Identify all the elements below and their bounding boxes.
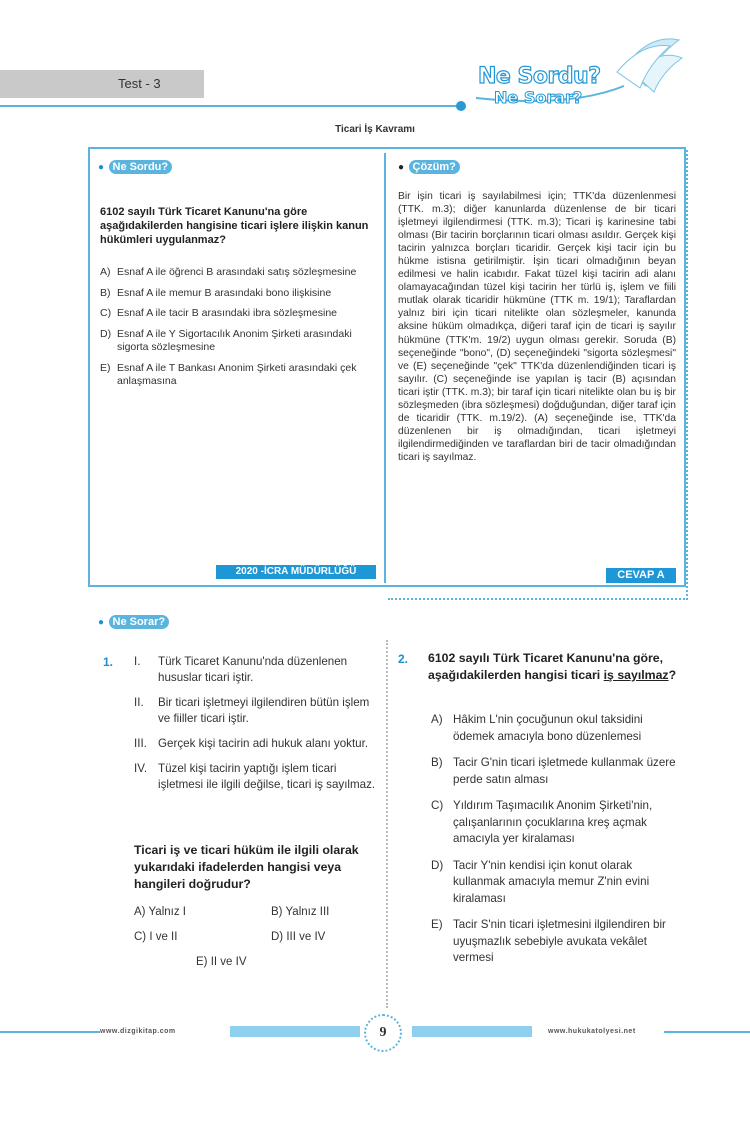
option-letter: E)	[100, 361, 111, 374]
header-rule	[0, 105, 462, 107]
option-d	[100, 328, 380, 355]
page-number: 9	[364, 1014, 402, 1052]
option-text: Tacir G'nin ticari işletmede kullanmak üzere perde satın alması	[453, 756, 676, 786]
bullet-icon: ●	[398, 162, 405, 173]
q2-options	[431, 712, 677, 977]
footer-right-url: www.hukukatolyesi.net	[548, 1028, 636, 1035]
option-letter: E)	[431, 918, 443, 931]
option-b	[100, 287, 380, 301]
option-text: Yıldırım Taşımacılık Anonim Şirketi'nin, çalışanlarının çocuklarına kreş açmak amacıyla yer kiralaması	[453, 799, 653, 845]
test-label-tab	[0, 70, 204, 98]
option-e	[100, 362, 380, 389]
option-text: Tacir Y'nin kendisi için konut olarak kullanmak amacıyla memur Z'nin evini kiralaması	[453, 858, 650, 905]
q1-choice-c: C) I ve II	[134, 931, 178, 943]
logo-line1: Ne Sordu?	[478, 64, 601, 89]
solution-text: Bir işin ticari iş sayılabilmesi için; TTK'da düzenlenmesi (TTK. m.3); diğer kanunlarda düzenlense de bir ticari işletmeyi ilgilendirmesi (TTK. m.3); Ticari iş karinesine tabi olması (Bir tacirin borçlarının ticari olması asıldır. Gerçek kişi tacirin yalnızca borçları ticaridir. Gerçek kişi tacir için bu hükme istisna getirilmiştir. İşin ticari olmadığının beyan edilmesi ve halin icabıdır. Fakat tüzel kişi tacirin adi alanı olamayacağından tüzel kişi tacirin her türlü iş, işlem ve fiili mutlak olarak ticaridir hükmüne (TTK m. 19/1); Taraflardan yalnız biri için ticari nitelikte olan sözleşmeler, kanunda aksine hüküm olmadıkça, diğeri taraf için de ticari iş sayılır hükmüne (TTK'm. 19/2) uygun olması gerekir. Soruda (B) seçeneğinde "bono", (D) seçeneğindeki "sigorta sözleşmesi" ve (E) seçeneğinde "çek" TTK'da düzenlendiğinden ticari iş sayılır. (C) seçeneğinde ise yapılan iş tacir (B) açısından ticari iştir (TTK. m.3); bir taraf için ticari nitelikte olan bu iş bir sözleşmeden (ibra sözleşmesi) doğduğundan, diğer taraf için de ticaridir (TTK. m.19/2). (A) seçeneğinde ise, TTK'da düzenlenen bir iş olmadığından, ticari işletmeyi ilgilendirmediğinden ve taraflardan biri de tacir olmadığından ticari iş sayılmaz.	[398, 191, 676, 463]
ne-sordu-options	[100, 266, 380, 396]
q1-choice-d: D) III ve IV	[271, 931, 326, 943]
ne-sorar-tag: Ne Sorar?	[109, 615, 170, 629]
header-dot	[456, 101, 466, 111]
answer-badge: CEVAP A	[606, 568, 676, 583]
section-title: Ticari İş Kavramı	[335, 124, 415, 135]
footer-bar-right	[412, 1026, 532, 1037]
option-c	[100, 307, 380, 321]
q1-choice-a: A) Yalnız I	[134, 906, 186, 918]
statement-text: Gerçek kişi tacirin adi hukuk alanı yoktur.	[158, 737, 369, 750]
q1-choice-e: E) II ve IV	[196, 956, 247, 968]
option-letter: D)	[431, 858, 444, 872]
dotted-border-right	[686, 150, 688, 600]
statement-iii	[134, 736, 378, 752]
roman-numeral: III.	[134, 737, 147, 750]
q2-option-b	[431, 755, 677, 788]
option-text: Esnaf A ile öğrenci B arasındaki satış sözleşmesine	[117, 266, 357, 278]
roman-numeral: II.	[134, 696, 144, 709]
q2-question-text: 6102 sayılı Türk Ticaret Kanunu'na göre, aşağıdakilerden hangisi ticari	[428, 651, 664, 682]
footer-rule-left	[0, 1031, 100, 1033]
q2-option-c	[431, 798, 677, 848]
option-text: Esnaf A ile T Bankası Anonim Şirketi arasındaki çek anlaşmasına	[117, 361, 357, 387]
option-letter: B)	[100, 286, 111, 299]
statement-ii	[134, 695, 378, 727]
ne-sordu-question: 6102 sayılı Türk Ticaret Kanunu'na göre aşağıdakilerden hangisine ticari işlere ilişkin kanun hükümleri uygulanmaz?	[100, 206, 369, 246]
ne-sorar-heading	[98, 612, 169, 630]
q2-option-d	[431, 858, 677, 908]
ne-sordu-heading	[98, 157, 172, 175]
q1-number: 1.	[103, 655, 114, 669]
option-letter: C)	[431, 799, 444, 812]
roman-numeral: IV.	[134, 762, 148, 775]
footer-rule-right	[664, 1031, 750, 1033]
bullet-icon: ●	[98, 162, 105, 173]
cozum-heading	[398, 157, 460, 175]
ne-sordu-logo	[474, 28, 684, 118]
statement-i	[134, 654, 378, 686]
option-text: Hâkim L'nin çocuğunun okul taksidini ödemek amacıyla bono düzenlemesi	[453, 713, 643, 743]
q2-question-end: ?	[668, 668, 677, 682]
q1-statements	[134, 654, 378, 802]
ne-sordu-tag: Ne Sordu?	[109, 160, 173, 174]
option-text: Esnaf A ile memur B arasındaki bono ilişkisine	[117, 286, 332, 299]
column-divider	[386, 640, 388, 1008]
q1-question: Ticari iş ve ticari hüküm ile ilgili olarak yukarıdaki ifadelerden hangisi veya hangileri doğrudur?	[134, 843, 359, 891]
q2-number: 2.	[398, 652, 409, 666]
source-badge: 2020 -İCRA MÜDÜRLÜĞÜ	[216, 565, 376, 579]
option-letter: A)	[100, 266, 111, 278]
footer-bar-left	[230, 1026, 360, 1037]
option-letter: D)	[100, 327, 112, 340]
roman-numeral: I.	[134, 655, 141, 668]
dotted-border-bottom	[388, 598, 688, 600]
statement-text: Tüzel kişi tacirin yaptığı işlem ticari işletmesi ile ilgili değilse, ticari iş sayılmaz.	[158, 762, 376, 791]
cozum-tag: Çözüm?	[409, 160, 460, 174]
column-separator	[384, 153, 386, 583]
test-label: Test - 3	[118, 76, 161, 91]
q1-choice-b: B) Yalnız III	[271, 906, 330, 918]
statement-text: Türk Ticaret Kanunu'nda düzenlenen hususlar ticari iştir.	[158, 655, 348, 684]
q2-option-e	[431, 917, 677, 967]
option-letter: A)	[431, 713, 443, 726]
logo-line2: Ne Sorar?	[494, 88, 583, 107]
q2-question	[428, 650, 678, 684]
q2-option-a	[431, 712, 677, 745]
statement-text: Bir ticari işletmeyi ilgilendiren bütün işlem ve fiiller ticari iştir.	[158, 696, 370, 725]
option-text: Esnaf A ile Y Sigortacılık Anonim Şirketi arasındaki sigorta sözleşmesine	[117, 327, 352, 353]
bullet-icon: ●	[98, 617, 105, 628]
option-letter: C)	[100, 307, 112, 319]
option-text: Tacir S'nin ticari işletmesini ilgilendiren bir uyuşmazlık sebebiyle avukata vekâlet vermesi	[453, 918, 666, 964]
q2-question-underlined: iş sayılmaz	[603, 668, 669, 682]
statement-iv	[134, 761, 378, 793]
option-a	[100, 266, 380, 280]
footer-left-url: www.dizgikitap.com	[100, 1028, 176, 1035]
option-letter: B)	[431, 756, 443, 769]
option-text: Esnaf A ile tacir B arasındaki ibra sözleşmesine	[117, 307, 338, 319]
